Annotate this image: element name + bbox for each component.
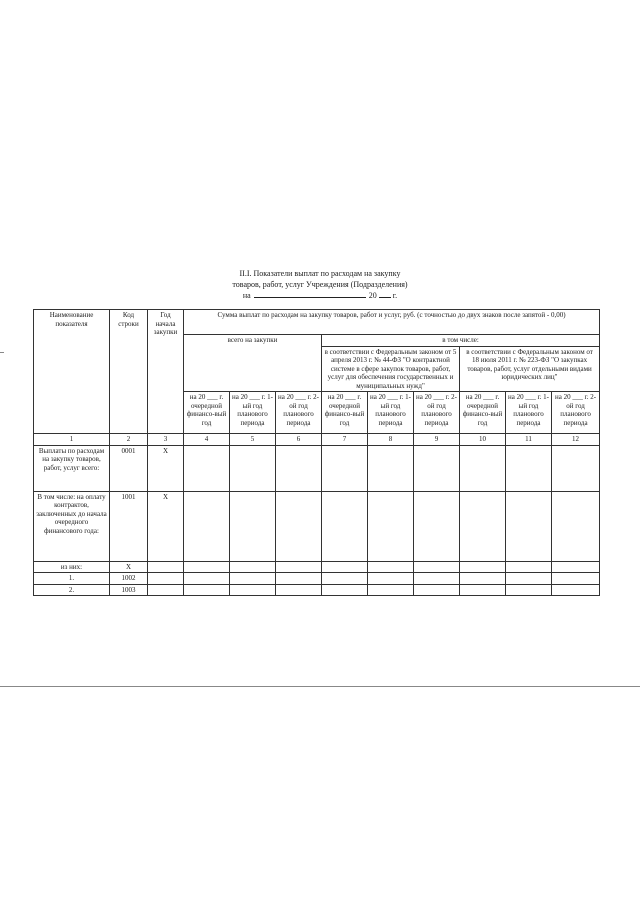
table-row bbox=[34, 584, 600, 596]
row-name: из них: bbox=[34, 561, 110, 573]
row-year bbox=[148, 573, 184, 585]
value-cell bbox=[184, 445, 230, 491]
value-cell bbox=[506, 573, 552, 585]
value-cell bbox=[506, 491, 552, 561]
value-cell bbox=[414, 573, 460, 585]
value-cell bbox=[322, 445, 368, 491]
header-period-second: на 20 ___ г. 2-ой год планового периода bbox=[552, 392, 600, 434]
header-period-first: на 20 ___ г. 1-ый год планового периода bbox=[506, 392, 552, 434]
title-line-3 bbox=[150, 290, 490, 301]
value-cell bbox=[506, 445, 552, 491]
table-row bbox=[34, 445, 600, 491]
header-period-second: на 20 ___ г. 2-ой год планового периода bbox=[414, 392, 460, 434]
value-cell bbox=[460, 491, 506, 561]
title-year-suffix: г. bbox=[392, 291, 398, 300]
table-row bbox=[34, 573, 600, 585]
header-period-current: на 20 ___ г. очередной финансо-вый год bbox=[184, 392, 230, 434]
header-period-current: на 20 ___ г. очередной финансо-вый год bbox=[460, 392, 506, 434]
value-cell bbox=[506, 584, 552, 596]
page-bottom-border bbox=[0, 686, 640, 687]
value-cell bbox=[184, 573, 230, 585]
header-period-first: на 20 ___ г. 1-ый год планового периода bbox=[230, 392, 276, 434]
row-code: 1001 bbox=[110, 491, 148, 561]
value-cell bbox=[368, 573, 414, 585]
value-cell bbox=[230, 584, 276, 596]
column-number: 8 bbox=[368, 434, 414, 446]
header-indicator-name: Наименование показателя bbox=[34, 310, 110, 434]
row-year: X bbox=[148, 445, 184, 491]
header-law-44: в соответствии с Федеральным законом от 5 апреля 2013 г. № 44-ФЗ "О контрактной системе в сфере закупок товаров, работ, услуг для обеспечения государственных и муниципальных нужд" bbox=[322, 346, 460, 392]
value-cell bbox=[552, 573, 600, 585]
row-year bbox=[148, 584, 184, 596]
value-cell bbox=[552, 584, 600, 596]
column-number: 1 bbox=[34, 434, 110, 446]
row-name: 1. bbox=[34, 573, 110, 585]
value-cell bbox=[276, 491, 322, 561]
value-cell bbox=[322, 584, 368, 596]
column-number: 2 bbox=[110, 434, 148, 446]
title-year: 20 bbox=[368, 291, 377, 300]
header-law-223: в соответствии с Федеральным законом от 18 июля 2011 г. № 223-ФЗ "О закупках товаров, работ, услуг отдельными видами юридических лиц" bbox=[460, 346, 600, 392]
column-number: 10 bbox=[460, 434, 506, 446]
row-code: X bbox=[110, 561, 148, 573]
value-cell bbox=[414, 584, 460, 596]
value-cell bbox=[276, 561, 322, 573]
value-cell bbox=[506, 561, 552, 573]
column-number: 9 bbox=[414, 434, 460, 446]
date-blank bbox=[254, 290, 366, 298]
value-cell bbox=[276, 445, 322, 491]
value-cell bbox=[460, 561, 506, 573]
value-cell bbox=[414, 491, 460, 561]
header-line-code: Код строки bbox=[110, 310, 148, 434]
value-cell bbox=[368, 491, 414, 561]
value-cell bbox=[230, 573, 276, 585]
value-cell bbox=[460, 573, 506, 585]
header-period-second: на 20 ___ г. 2-ой год планового периода bbox=[276, 392, 322, 434]
header-total-purchases: всего на закупки bbox=[184, 335, 322, 392]
year-blank bbox=[379, 290, 391, 298]
value-cell bbox=[276, 584, 322, 596]
row-name: Выплаты по расходам на закупку товаров, работ, услуг всего: bbox=[34, 445, 110, 491]
row-code: 0001 bbox=[110, 445, 148, 491]
header-start-year: Год начала закупки bbox=[148, 310, 184, 434]
value-cell bbox=[184, 561, 230, 573]
column-number: 11 bbox=[506, 434, 552, 446]
header-period-current: на 20 ___ г. очередной финансо-вый год bbox=[322, 392, 368, 434]
column-number: 7 bbox=[322, 434, 368, 446]
column-number: 5 bbox=[230, 434, 276, 446]
column-number: 12 bbox=[552, 434, 600, 446]
row-year bbox=[148, 561, 184, 573]
header-including: в том числе: bbox=[322, 335, 600, 347]
value-cell bbox=[414, 445, 460, 491]
value-cell bbox=[460, 445, 506, 491]
document-title bbox=[150, 268, 490, 301]
value-cell bbox=[184, 584, 230, 596]
column-number: 3 bbox=[148, 434, 184, 446]
value-cell bbox=[460, 584, 506, 596]
header-payment-sum: Сумма выплат по расходам на закупку товаров, работ и услуг, руб. (с точностью до двух знаков после запятой - 0,00) bbox=[184, 310, 600, 335]
value-cell bbox=[230, 561, 276, 573]
title-line-1: II.I. Показатели выплат по расходам на закупку bbox=[239, 269, 401, 278]
value-cell bbox=[368, 445, 414, 491]
page-edge-mark bbox=[0, 352, 4, 353]
row-year: X bbox=[148, 491, 184, 561]
value-cell bbox=[276, 573, 322, 585]
row-code: 1002 bbox=[110, 573, 148, 585]
title-on-word: на bbox=[242, 291, 251, 300]
value-cell bbox=[414, 561, 460, 573]
value-cell bbox=[322, 561, 368, 573]
value-cell bbox=[322, 573, 368, 585]
value-cell bbox=[230, 445, 276, 491]
value-cell bbox=[368, 584, 414, 596]
value-cell bbox=[322, 491, 368, 561]
header-period-first: на 20 ___ г. 1-ый год планового периода bbox=[368, 392, 414, 434]
value-cell bbox=[230, 491, 276, 561]
value-cell bbox=[552, 491, 600, 561]
value-cell bbox=[184, 491, 230, 561]
value-cell bbox=[552, 561, 600, 573]
row-code: 1003 bbox=[110, 584, 148, 596]
column-number: 6 bbox=[276, 434, 322, 446]
title-line-2: товаров, работ, услуг Учреждения (Подразделения) bbox=[232, 280, 408, 289]
purchase-payments-table bbox=[33, 309, 600, 596]
value-cell bbox=[552, 445, 600, 491]
table-row bbox=[34, 561, 600, 573]
table-row bbox=[34, 491, 600, 561]
row-name: 2. bbox=[34, 584, 110, 596]
value-cell bbox=[368, 561, 414, 573]
row-name: В том числе: на оплату контрактов, заключенных до начала очередного финансового года: bbox=[34, 491, 110, 561]
column-number: 4 bbox=[184, 434, 230, 446]
